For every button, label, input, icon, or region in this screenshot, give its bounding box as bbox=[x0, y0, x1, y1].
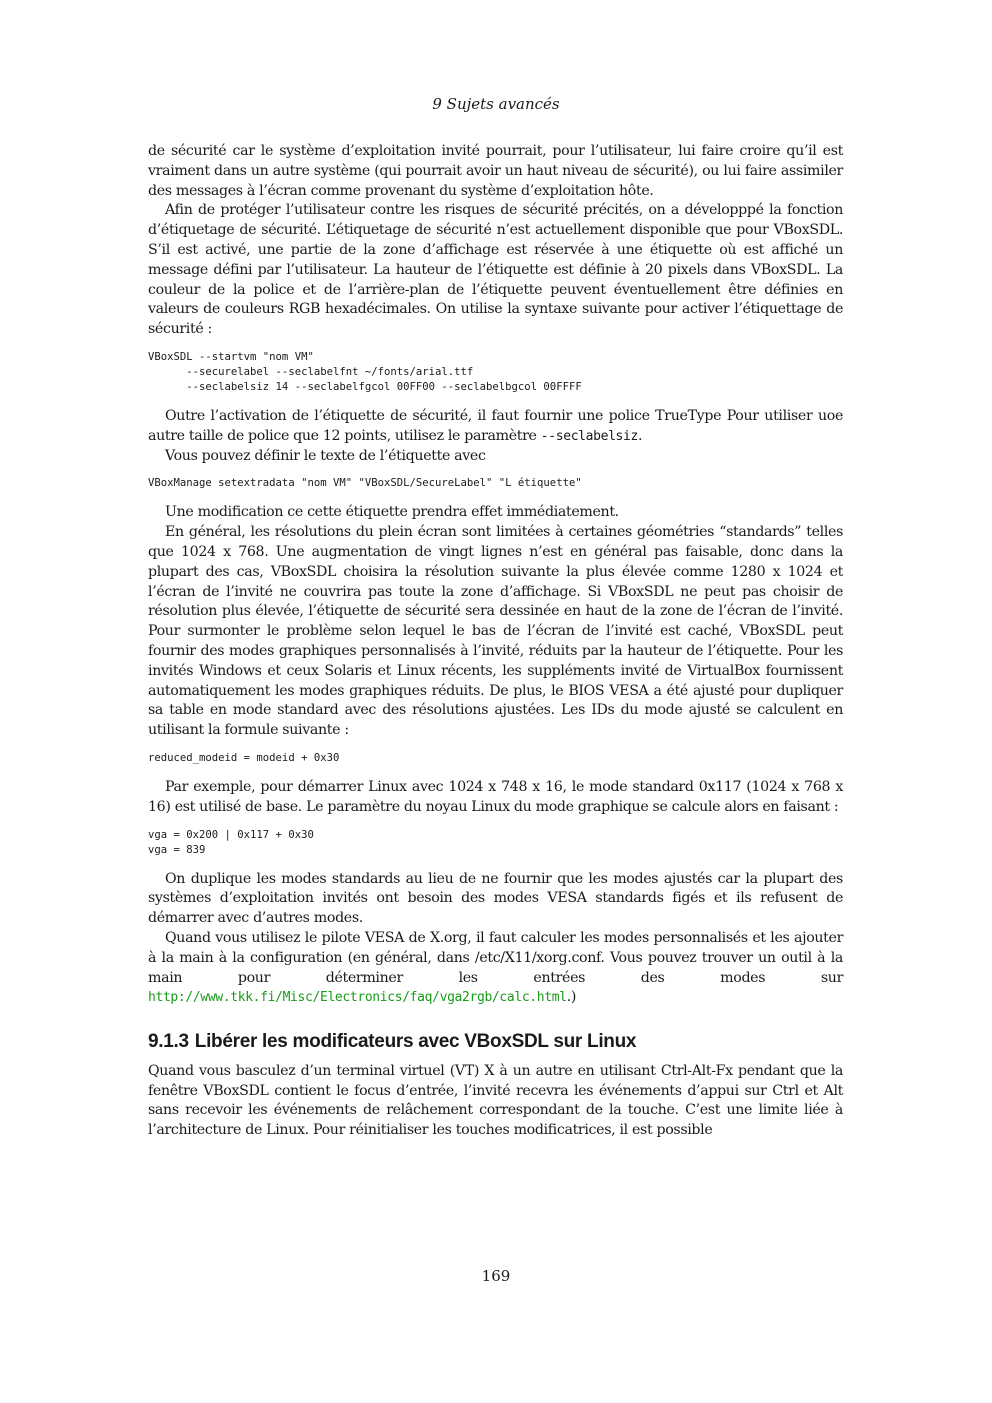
paragraph-text: Outre l’activation de l’étiquette de sécurité, il faut fournir une police TrueType Pour utiliser uoe autre taille de police que 12 points, utilisez le paramètre bbox=[148, 407, 843, 444]
inline-code: --seclabelsiz bbox=[540, 428, 638, 444]
paragraph bbox=[148, 407, 843, 447]
code-block-seclabel: VBoxSDL --startvm "nom VM" --securelabel --seclabelfnt ~/fonts/arial.ttf --seclabelsiz 14 --seclabelfgcol 00FF00 --seclabelbgcol 00FFFF bbox=[148, 350, 582, 393]
paragraph: de sécurité car le système d’exploitation invité pourrait, pour l’utilisateur, lui faire croire qu’il est vraiment dans un autre système (qui pourrait avoir un haut niveau de sécurité), ou lui faire assimiler des messages à l’écran comme provenant du système d’exploitation hôte. bbox=[148, 143, 843, 199]
code-block-vga: vga = 0x200 | 0x117 + 0x30 vga = 839 bbox=[148, 828, 314, 856]
paragraph: Afin de protéger l’utilisateur contre les risques de sécurité précités, on a développpé la fonction d’étiquetage de sécurité. L’étiquetage de sécurité n’est actuellement disponible que pour VBoxSDL. S’il est activé, une partie de la zone d’affichage est réservée à une étiquette où est affiché un message défini par l’utilisateur. La hauteur de l’étiquette est définie à 20 pixels dans VBoxSDL. La couleur de la police et de l’arrière-plan de l’étiquette peuvent éventuellement être définies en valeurs de couleurs RGB hexadécimales. On utilise la syntaxe suivante pour activer l’étiquettage de sécurité : bbox=[148, 202, 843, 338]
running-header: 9 Sujets avancés bbox=[432, 95, 560, 113]
paragraph bbox=[148, 929, 843, 1008]
page-number: 169 bbox=[481, 1267, 511, 1285]
paragraph: Une modification ce cette étiquette prendra effet immédiatement. bbox=[165, 504, 619, 521]
paragraph: En général, les résolutions du plein écran sont limitées à certaines géométries “standards” telles que 1024 x 768. Une augmentation de vingt lignes n’est en général pas faisable, donc dans la plupart des cas, VBoxSDL choisira la résolution suivante la plus élevée comme 1280 x 1024 et l’écran de l’invité ne couvrira pas toute la zone d’affichage. Si VBoxSDL ne peut pas choisir de résolution plus élevée, l’étiquette de sécurité sera dessinée en haut de la zone de l’écran de l’invité. Pour surmonter le problème selon lequel le bas de l’écran de l’invité est caché, VBoxSDL peut fournir des modes graphiques personnalisés à l’invité, réduits par la hauteur de l’étiquette. Pour les invités Windows et ceux Solaris et Linux récents, les suppléments invité de VirtualBox fournissent automatiquement les modes graphiques réduits. De plus, le BIOS VESA a été ajusté pour dupliquer sa table en mode standard avec des résolutions ajustées. Les IDs du mode ajusté se calculent en utilisant la formule suivante : bbox=[148, 524, 843, 739]
paragraph: Par exemple, pour démarrer Linux avec 1024 x 748 x 16, le mode standard 0x117 (1024 x 768 x 16) est utilisé de base. Le paramètre du noyau Linux du mode graphique se calcule alors en faisant : bbox=[148, 778, 843, 815]
paragraph-text: . bbox=[637, 427, 643, 444]
section-title: Libérer les modificateurs avec VBoxSDL sur Linux bbox=[194, 1031, 637, 1053]
code-block-formula: reduced_modeid = modeid + 0x30 bbox=[148, 751, 340, 764]
paragraph: Quand vous basculez d’un terminal virtuel (VT) X à un autre en utilisant Ctrl-Alt-Fx pendant que la fenêtre VBoxSDL contient le focus d’entrée, l’invité recevra les événements d’appui sur Ctrl et Alt sans recevoir les événements de relâchement correspondant de la touche. C’est une limite liée à l’architecture de Linux. Pour réinitialiser les touches modificatrices, il est possible bbox=[148, 1062, 843, 1139]
page-content bbox=[148, 142, 843, 1141]
paragraph-text: Quand vous utilisez le pilote VESA de X.org, il faut calculer les modes personnalisés et les ajouter à la main à la configuration (en général, dans /etc/X11/xorg.conf. Vous pouvez trouver un outil à la main pour déterminer les entrées des modes sur bbox=[148, 929, 843, 986]
code-block-setextradata: VBoxManage setextradata "nom VM" "VBoxSDL/SecureLabel" "L étiquette" bbox=[148, 477, 582, 490]
paragraph-text: .) bbox=[566, 989, 577, 1006]
paragraph: On duplique les modes standards au lieu de ne fournir que les modes ajustés car la plupart des systèmes d’exploitation invités ont besoin des modes VESA standards figés et ils refusent de démarrer avec d’autres modes. bbox=[148, 870, 843, 927]
section-number: 9.1.3 bbox=[148, 1031, 189, 1053]
calc-link[interactable]: http://www.tkk.fi/Misc/Electronics/faq/vga2rgb/calc.html bbox=[148, 990, 567, 1006]
section-heading bbox=[148, 1032, 843, 1052]
paragraph: Vous pouvez définir le texte de l’étiquette avec bbox=[165, 447, 486, 464]
